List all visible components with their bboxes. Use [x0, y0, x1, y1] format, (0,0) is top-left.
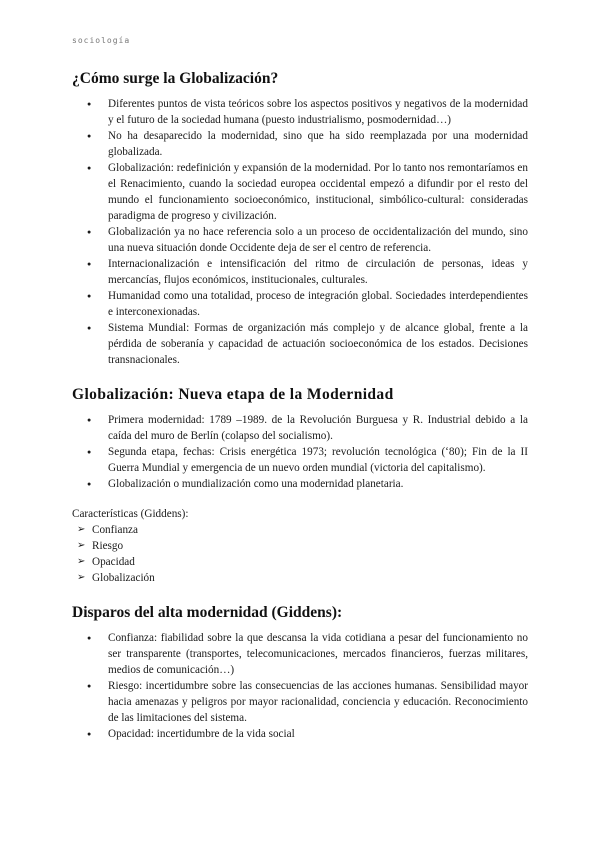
list-item: ● Opacidad: incertidumbre de la vida social — [72, 726, 528, 742]
section-how-globalization-arises — [72, 70, 528, 368]
bullet-list — [72, 630, 528, 742]
list-item: ● Humanidad como una totalidad, proceso de integración global. Sociedades interdependientes e interconexionadas. — [72, 288, 528, 320]
list-item: ➢ Riesgo — [72, 538, 528, 554]
list-item: ● Riesgo: incertidumbre sobre las consecuencias de las acciones humanas. Sensibilidad mayor hacia amenazas y peligros por mayor racionalidad, conciencia y educación. Reconocimiento de las limitaciones del sistema. — [72, 678, 528, 726]
document-page — [72, 70, 528, 760]
section-high-modernity-triggers — [72, 604, 528, 742]
list-item: ● Segunda etapa, fechas: Crisis energética 1973; revolución tecnológica (‘80); Fin de la II Guerra Mundial y emergencia de un nuevo orden mundial (victoria del capitalismo). — [72, 444, 528, 476]
list-item: ● Primera modernidad: 1789 –1989. de la Revolución Burguesa y R. Industrial debido a la caída del muro de Berlín (colapso del socialismo). — [72, 412, 528, 444]
list-item: ● Sistema Mundial: Formas de organización más complejo y de alcance global, frente a la pérdida de soberanía y capacidad de actuación socioeconómica de los estados. Decisiones transnacionales. — [72, 320, 528, 368]
characteristics-label: Características (Giddens): — [72, 508, 189, 520]
list-item: ● Globalización: redefinición y expansión de la modernidad. Por lo tanto nos remontaríamos en el Renacimiento, cuando la sociedad europea occidental empezó a difundir por el resto del mundo el funcionamiento socioeconómico, institucional, simbólico-cultural: consideradas paradigma de progreso y civilización. — [72, 160, 528, 224]
page-header-subject: sociología — [72, 36, 131, 45]
list-item: ➢ Opacidad — [72, 554, 528, 570]
list-item: ➢ Globalización — [72, 570, 528, 586]
arrow-list — [72, 522, 528, 586]
list-item: ● No ha desaparecido la modernidad, sino que ha sido reemplazada por una modernidad globalizada. — [72, 128, 528, 160]
list-item: ● Confianza: fiabilidad sobre la que descansa la vida cotidiana a pesar del funcionamiento no ser transparente (transportes, telecomunicaciones, mercados financieros, fuerzas militares, medios de comunicación…) — [72, 630, 528, 678]
bullet-list — [72, 96, 528, 368]
list-item: ● Internacionalización e intensificación del ritmo de circulación de personas, ideas y mercancías, flujos económicos, institucionales, culturales. — [72, 256, 528, 288]
list-item: ● Globalización o mundialización como una modernidad planetaria. — [72, 476, 528, 492]
section-title: ¿Cómo surge la Globalización? — [72, 70, 279, 87]
list-item: ➢ Confianza — [72, 522, 528, 538]
list-item: ● Globalización ya no hace referencia solo a un proceso de occidentalización del mundo, sino una nueva situación donde Occidente deja de ser el centro de referencia. — [72, 224, 528, 256]
section-new-stage-modernity — [72, 386, 528, 586]
section-title: Globalización: Nueva etapa de la Modernidad — [72, 386, 394, 403]
list-item: ● Diferentes puntos de vista teóricos sobre los aspectos positivos y negativos de la modernidad y el futuro de la sociedad humana (puesto industrialismo, posmodernidad…) — [72, 96, 528, 128]
section-title: Disparos del alta modernidad (Giddens): — [72, 604, 343, 621]
bullet-list — [72, 412, 528, 492]
